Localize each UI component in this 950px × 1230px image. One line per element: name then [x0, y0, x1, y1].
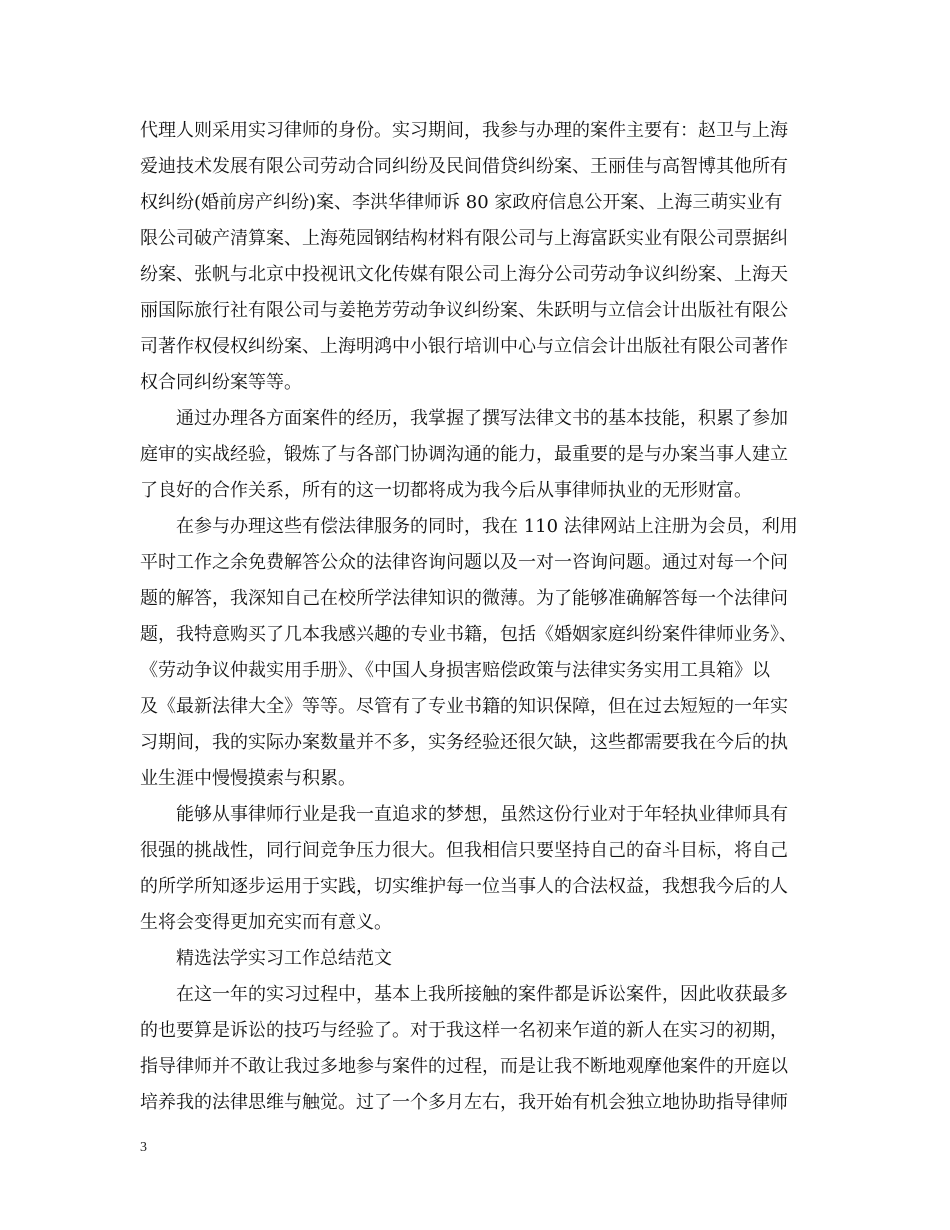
text-line: 在参与办理这些有偿法律服务的同时，我在 110 法律网站上注册为会员，利用	[176, 516, 798, 537]
text-line: 《劳动争议仲裁实用手册》、《中国人身损害赔偿政策与法律实务实用工具箱》以	[140, 660, 770, 681]
text-line: 题，我特意购买了几本我感兴趣的专业书籍，包括《婚姻家庭纠纷案件律师业务》、	[140, 624, 797, 645]
text-line: 代理人则采用实习律师的身份。实习期间，我参与办理的案件主要有：赵卫与上海	[140, 120, 788, 141]
text-line: 平时工作之余免费解答公众的法律咨询问题以及一对一咨询问题。通过对每一个问	[140, 552, 788, 573]
text-line: 生将会变得更加充实而有意义。	[140, 912, 392, 933]
text-line: 爱迪技术发展有限公司劳动合同纠纷及民间借贷纠纷案、王丽佳与高智博其他所有	[140, 156, 788, 177]
text-line: 司著作权侵权纠纷案、上海明鸿中小银行培训中心与立信会计出版社有限公司著作	[140, 336, 788, 357]
text-line: 指导律师并不敢让我过多地参与案件的过程，而是让我不断地观摩他案件的开庭以	[140, 1056, 788, 1077]
text-line: 很强的挑战性，同行间竞争压力很大。但我相信只要坚持自己的奋斗目标，将自己	[140, 840, 788, 861]
text-line: 权合同纠纷案等等。	[140, 372, 302, 393]
text-line: 纷案、张帆与北京中投视讯文化传媒有限公司上海分公司劳动争议纠纷案、上海天	[140, 264, 788, 285]
text-line: 了良好的合作关系，所有的这一切都将成为我今后从事律师执业的无形财富。	[140, 480, 752, 501]
text-line: 限公司破产清算案、上海苑园钢结构材料有限公司与上海富跃实业有限公司票据纠	[140, 228, 788, 249]
text-line: 培养我的法律思维与触觉。过了一个多月左右，我开始有机会独立地协助指导律师	[140, 1092, 788, 1113]
text-line: 庭审的实战经验，锻炼了与各部门协调沟通的能力，最重要的是与办案当事人建立	[140, 444, 788, 465]
page-number: 3	[140, 1140, 147, 1155]
text-line: 通过办理各方面案件的经历，我掌握了撰写法律文书的基本技能，积累了参加	[176, 408, 788, 429]
body-text	[140, 113, 810, 1121]
text-line: 丽国际旅行社有限公司与姜艳芳劳动争议纠纷案、朱跃明与立信会计出版社有限公	[140, 300, 788, 321]
text-line: 习期间，我的实际办案数量并不多，实务经验还很欠缺，这些都需要我在今后的执	[140, 732, 788, 753]
text-line: 能够从事律师行业是我一直追求的梦想，虽然这份行业对于年轻执业律师具有	[176, 804, 788, 825]
text-line: 在这一年的实习过程中，基本上我所接触的案件都是诉讼案件，因此收获最多	[176, 984, 788, 1005]
text-line: 及《最新法律大全》等等。尽管有了专业书籍的知识保障，但在过去短短的一年实	[140, 696, 788, 717]
text-line: 的也要算是诉讼的技巧与经验了。对于我这样一名初来乍道的新人在实习的初期，	[140, 1020, 788, 1041]
section-heading: 精选法学实习工作总结范文	[176, 948, 392, 969]
text-line: 业生涯中慢慢摸索与积累。	[140, 768, 356, 789]
text-line: 题的解答，我深知自己在校所学法律知识的微薄。为了能够准确解答每一个法律问	[140, 588, 788, 609]
text-line: 的所学所知逐步运用于实践，切实维护每一位当事人的合法权益，我想我今后的人	[140, 876, 788, 897]
text-line: 权纠纷(婚前房产纠纷)案、李洪华律师诉 80 家政府信息公开案、上海三萌实业有	[140, 192, 783, 213]
